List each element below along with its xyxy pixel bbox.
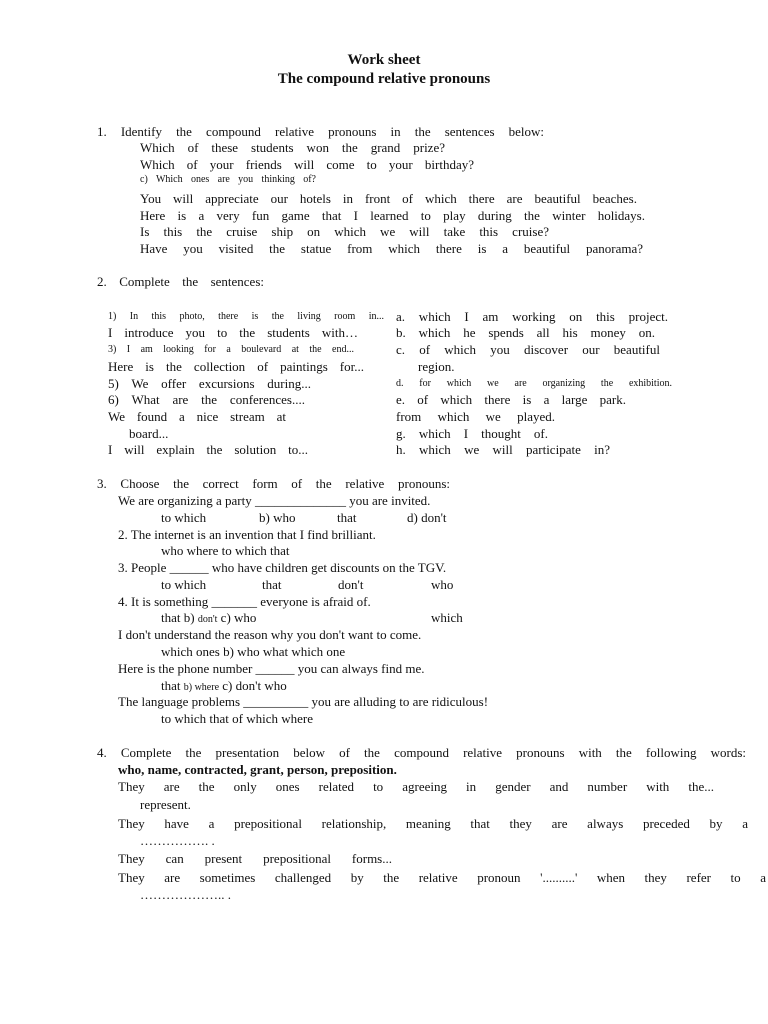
question-6: Here is the phone number ______ you can always find me. (118, 661, 425, 676)
section4-line: They are sometimes challenged by the relative pronoun '..........' when they refer to a (118, 870, 766, 885)
worksheet-title: Work sheet (347, 52, 421, 68)
section1-item: Here is a very fun game that I learned to play during the winter holidays. (140, 208, 645, 223)
question-1-option: d) don't (407, 510, 447, 525)
section2-right-item: b. which he spends all his money on. (396, 325, 655, 340)
section2-right-item: c. of which you discover our beautiful (396, 342, 660, 357)
question-5-options: which ones b) who what which one (161, 644, 346, 659)
section2-left-item: I introduce you to the students with… (108, 325, 358, 340)
question-4-option: which (431, 610, 463, 625)
question-7: The language problems __________ you are alluding to are ridiculous! (118, 694, 489, 709)
question-4: 4. It is something _______ everyone is afraid of. (118, 594, 371, 609)
question-7-options: to which that of which where (161, 711, 313, 726)
section2-left-item: I will explain the solution to... (108, 442, 308, 457)
question-1: We are organizing a party ______________ you are invited. (118, 493, 431, 508)
section1-item: Which of your friends will come to your birthday? (140, 157, 474, 172)
section1-item: Which of these students won the grand prize? (140, 140, 445, 155)
question-6-options: that b) where c) don't who (161, 678, 287, 693)
section1-item: Have you visited the statue from which there is a beautiful panorama? (140, 241, 643, 256)
section2-right-item: e. of which there is a large park. (396, 392, 626, 407)
question-4-options: that b) don't c) who (161, 610, 257, 625)
question-3-option: to which (161, 577, 207, 592)
section2-right-item: a. which I am working on this project. (396, 309, 668, 324)
section2-left-item: 5) We offer excursions during... (108, 376, 311, 391)
section4-line-cont: represent. (140, 797, 191, 812)
section4-line: They are the only ones related to agreeing in gender and number with the... (118, 779, 714, 794)
question-1-option: b) who (259, 510, 296, 525)
question-1-option: to which (161, 510, 207, 525)
section4-line: They have a prepositional relationship, meaning that they are always preceded by a (118, 816, 748, 831)
section2-left-item: Here is the collection of paintings for... (108, 359, 364, 374)
section1-item: c) Which ones are you thinking of? (140, 174, 316, 185)
section2-right-item: from which we played. (396, 409, 555, 424)
section4-heading: 4. Complete the presentation below of the compound relative pronouns with the following words: (97, 745, 746, 760)
section4-line: They can present prepositional forms... (118, 851, 392, 866)
section2-right-item: h. which we will participate in? (396, 442, 610, 457)
question-3-option: that (262, 577, 282, 592)
section2-right-item: g. which I thought of. (396, 426, 548, 441)
question-3-option: don't (338, 577, 364, 592)
section2-left-item: We found a nice stream at (108, 409, 286, 424)
section2-heading: 2. Complete the sentences: (97, 274, 264, 289)
section2-right-item: region. (418, 359, 455, 374)
question-2: 2. The internet is an invention that I find brilliant. (118, 527, 376, 542)
section2-left-item: board... (129, 426, 169, 441)
worksheet-subtitle: The compound relative pronouns (277, 71, 491, 87)
section2-right-item: d. for which we are organizing the exhibition. (396, 378, 672, 389)
section4-word-list: who, name, contracted, grant, person, preposition. (118, 762, 397, 777)
section2-left-item: 6) What are the conferences.... (108, 392, 305, 407)
question-2-options: who where to which that (161, 543, 290, 558)
section2-left-item: 1) In this photo, there is the living room in... (108, 311, 384, 322)
section2-left-item: 3) I am looking for a boulevard at the end... (108, 344, 354, 355)
section4-blank: ……………. . (140, 833, 215, 848)
section1-heading: 1. Identify the compound relative pronouns in the sentences below: (97, 124, 544, 139)
section4-blank: ……………….. . (140, 887, 231, 902)
question-3-option: who (431, 577, 454, 592)
question-1-option: that (337, 510, 357, 525)
section1-item: You will appreciate our hotels in front of which there are beautiful beaches. (140, 191, 637, 206)
question-3: 3. People ______ who have children get discounts on the TGV. (118, 560, 447, 575)
section3-heading: 3. Choose the correct form of the relative pronouns: (97, 476, 450, 491)
question-5: I don't understand the reason why you don't want to come. (118, 627, 422, 642)
section1-item: Is this the cruise ship on which we will take this cruise? (140, 224, 549, 239)
